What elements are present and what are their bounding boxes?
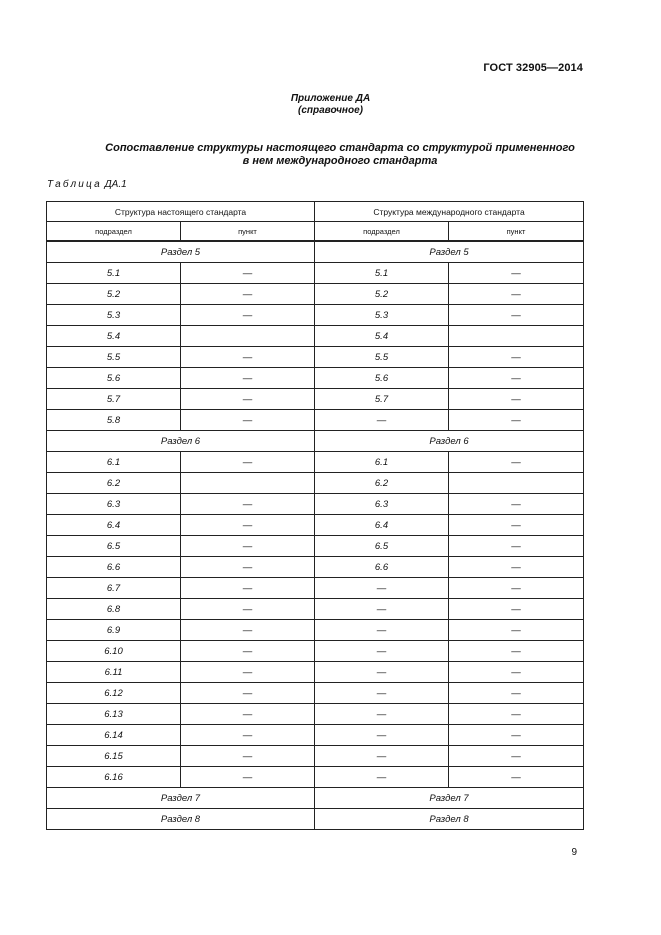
item-cell: —	[181, 746, 315, 767]
subsection-cell: 6.9	[47, 620, 181, 641]
subsection-cell: 5.1	[47, 263, 181, 284]
subsection-cell: 6.6	[47, 557, 181, 578]
subsection-cell: 6.3	[47, 494, 181, 515]
item-cell: —	[181, 536, 315, 557]
item-cell: —	[181, 662, 315, 683]
subsection-cell: 5.4	[47, 326, 181, 347]
table-row	[47, 263, 584, 284]
item-cell: —	[181, 725, 315, 746]
intl-item-cell: —	[449, 620, 584, 641]
intl-subsection-cell: —	[315, 578, 449, 599]
intl-subsection-cell: 5.3	[315, 305, 449, 326]
item-cell: —	[181, 305, 315, 326]
subsection-cell: 5.8	[47, 410, 181, 431]
intl-item-cell: —	[449, 305, 584, 326]
intl-subsection-cell: —	[315, 662, 449, 683]
subheader-subsection: подраздел	[315, 222, 449, 242]
intl-subsection-cell: —	[315, 620, 449, 641]
intl-item-cell: —	[449, 662, 584, 683]
intl-item-cell: —	[449, 641, 584, 662]
item-cell: —	[181, 494, 315, 515]
table-section-row	[47, 431, 584, 452]
intl-subsection-cell: 6.4	[315, 515, 449, 536]
table-subheader-row	[47, 222, 584, 242]
item-cell	[181, 473, 315, 494]
intl-subsection-cell: 5.4	[315, 326, 449, 347]
table-row	[47, 284, 584, 305]
item-cell	[181, 326, 315, 347]
table-row	[47, 494, 584, 515]
item-cell: —	[181, 767, 315, 788]
intl-subsection-cell: 5.7	[315, 389, 449, 410]
subsection-cell: 6.8	[47, 599, 181, 620]
subsection-cell: 5.3	[47, 305, 181, 326]
table-row	[47, 515, 584, 536]
intl-item-cell: —	[449, 284, 584, 305]
subheader-subsection: подраздел	[47, 222, 181, 242]
intl-subsection-cell: —	[315, 746, 449, 767]
header-this-standard: Структура настоящего стандарта	[47, 202, 315, 222]
table-row	[47, 368, 584, 389]
item-cell: —	[181, 620, 315, 641]
appendix-heading	[0, 93, 661, 117]
subsection-cell: 6.5	[47, 536, 181, 557]
subsection-cell: 5.7	[47, 389, 181, 410]
subheader-item: пункт	[449, 222, 584, 242]
item-cell: —	[181, 452, 315, 473]
intl-item-cell: —	[449, 515, 584, 536]
intl-item-cell: —	[449, 452, 584, 473]
table-caption-word: Таблица	[47, 179, 102, 190]
item-cell: —	[181, 599, 315, 620]
table-row	[47, 704, 584, 725]
table-header-row	[47, 202, 584, 222]
subsection-cell: 6.7	[47, 578, 181, 599]
subsection-cell: 6.11	[47, 662, 181, 683]
intl-subsection-cell: —	[315, 767, 449, 788]
intl-subsection-cell: 6.3	[315, 494, 449, 515]
intl-item-cell: —	[449, 536, 584, 557]
intl-subsection-cell: —	[315, 641, 449, 662]
intl-item-cell: —	[449, 347, 584, 368]
intl-item-cell: —	[449, 599, 584, 620]
table-row	[47, 347, 584, 368]
section-cell-right: Раздел 5	[315, 241, 584, 263]
comparison-table-body	[47, 202, 584, 830]
intl-item-cell: —	[449, 578, 584, 599]
item-cell: —	[181, 410, 315, 431]
item-cell: —	[181, 284, 315, 305]
intl-item-cell: —	[449, 704, 584, 725]
intl-item-cell: —	[449, 746, 584, 767]
table-row	[47, 641, 584, 662]
table-row	[47, 683, 584, 704]
table-section-row	[47, 788, 584, 809]
section-cell-left: Раздел 5	[47, 241, 315, 263]
subsection-cell: 6.2	[47, 473, 181, 494]
intl-subsection-cell: 6.1	[315, 452, 449, 473]
intl-subsection-cell: 5.6	[315, 368, 449, 389]
intl-subsection-cell: —	[315, 704, 449, 725]
table-section-row	[47, 809, 584, 830]
subheader-item: пункт	[181, 222, 315, 242]
item-cell: —	[181, 263, 315, 284]
header-international-standard: Структура международного стандарта	[315, 202, 584, 222]
appendix-title: Приложение ДА	[290, 93, 371, 104]
intl-item-cell: —	[449, 725, 584, 746]
subsection-cell: 6.15	[47, 746, 181, 767]
table-caption-id: ДА.1	[104, 179, 127, 190]
table-row	[47, 578, 584, 599]
table-row	[47, 662, 584, 683]
section-cell-right: Раздел 8	[315, 809, 584, 830]
item-cell: —	[181, 389, 315, 410]
intl-subsection-cell: —	[315, 599, 449, 620]
section-cell-right: Раздел 7	[315, 788, 584, 809]
section-cell-right: Раздел 6	[315, 431, 584, 452]
intl-subsection-cell: 5.1	[315, 263, 449, 284]
item-cell: —	[181, 704, 315, 725]
item-cell: —	[181, 641, 315, 662]
intl-subsection-cell: —	[315, 725, 449, 746]
item-cell: —	[181, 347, 315, 368]
section-cell-left: Раздел 8	[47, 809, 315, 830]
section-cell-left: Раздел 6	[47, 431, 315, 452]
table-row	[47, 473, 584, 494]
intl-item-cell	[449, 326, 584, 347]
intl-item-cell: —	[449, 368, 584, 389]
intl-subsection-cell: 5.5	[315, 347, 449, 368]
comparison-table	[46, 201, 584, 830]
table-row	[47, 725, 584, 746]
subsection-cell: 6.16	[47, 767, 181, 788]
table-row	[47, 536, 584, 557]
table-row	[47, 305, 584, 326]
subsection-cell: 5.5	[47, 347, 181, 368]
intl-item-cell: —	[449, 767, 584, 788]
table-row	[47, 326, 584, 347]
intl-subsection-cell: 6.5	[315, 536, 449, 557]
item-cell: —	[181, 557, 315, 578]
section-cell-left: Раздел 7	[47, 788, 315, 809]
table-row	[47, 746, 584, 767]
section-title	[60, 142, 620, 168]
subsection-cell: 6.12	[47, 683, 181, 704]
subsection-cell: 6.14	[47, 725, 181, 746]
table-row	[47, 389, 584, 410]
table-row	[47, 620, 584, 641]
subsection-cell: 6.10	[47, 641, 181, 662]
subsection-cell: 5.2	[47, 284, 181, 305]
table-row	[47, 557, 584, 578]
intl-item-cell: —	[449, 494, 584, 515]
subsection-cell: 6.13	[47, 704, 181, 725]
intl-item-cell: —	[449, 683, 584, 704]
intl-subsection-cell: —	[315, 410, 449, 431]
subsection-cell: 6.4	[47, 515, 181, 536]
intl-item-cell: —	[449, 557, 584, 578]
table-section-row	[47, 241, 584, 263]
intl-item-cell	[449, 473, 584, 494]
table-row	[47, 767, 584, 788]
document-code: ГОСТ 32905—2014	[483, 62, 583, 74]
table-row	[47, 599, 584, 620]
item-cell: —	[181, 578, 315, 599]
intl-subsection-cell: 5.2	[315, 284, 449, 305]
table-row	[47, 452, 584, 473]
item-cell: —	[181, 683, 315, 704]
section-title-line-2: в нем международного стандарта	[242, 155, 438, 167]
section-title-line-1: Сопоставление структуры настоящего стандарта со структурой примененного	[105, 142, 575, 154]
appendix-subtitle: (справочное)	[298, 105, 363, 116]
item-cell: —	[181, 368, 315, 389]
intl-item-cell: —	[449, 410, 584, 431]
item-cell: —	[181, 515, 315, 536]
subsection-cell: 6.1	[47, 452, 181, 473]
subsection-cell: 5.6	[47, 368, 181, 389]
table-caption	[47, 179, 127, 190]
page-number: 9	[571, 847, 577, 858]
intl-subsection-cell: 6.6	[315, 557, 449, 578]
intl-item-cell: —	[449, 263, 584, 284]
intl-subsection-cell: —	[315, 683, 449, 704]
table-row	[47, 410, 584, 431]
intl-subsection-cell: 6.2	[315, 473, 449, 494]
intl-item-cell: —	[449, 389, 584, 410]
